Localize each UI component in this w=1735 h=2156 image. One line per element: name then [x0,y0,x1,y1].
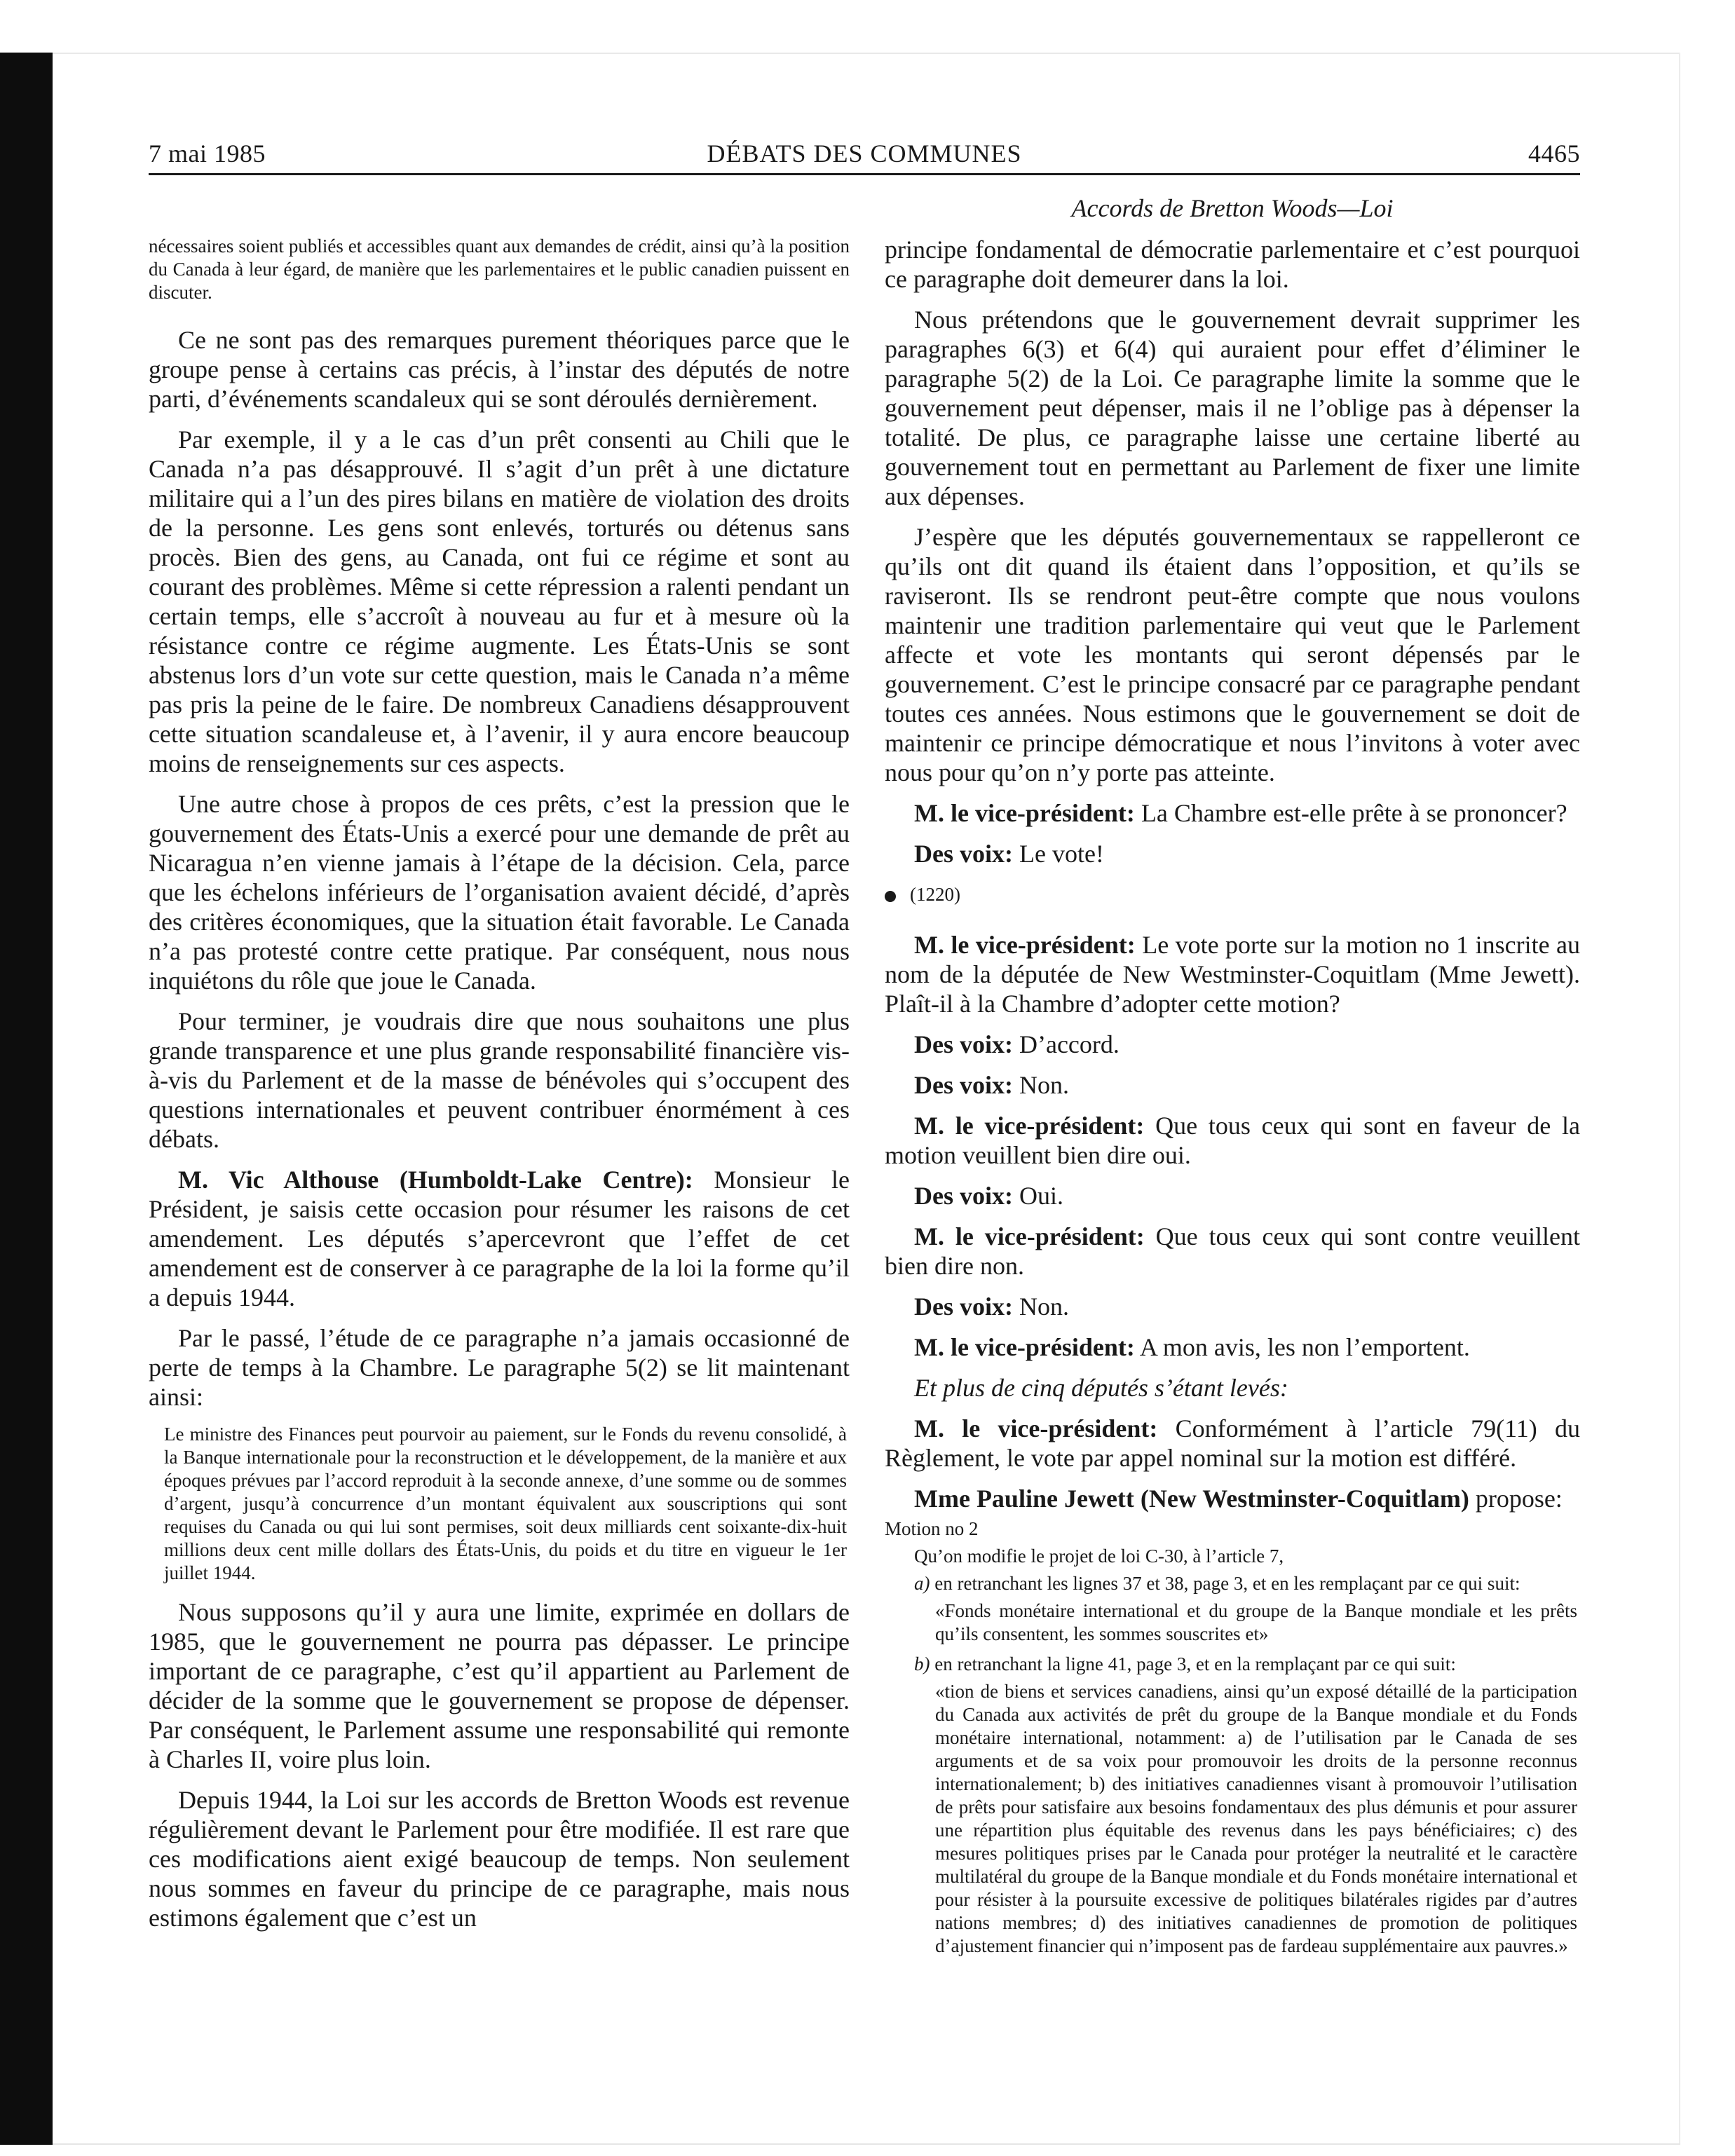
speech-text: propose: [1469,1485,1563,1513]
header-date: 7 mai 1985 [149,139,266,168]
speech-text: Que tous ceux qui sont contre veuillent bien dire non. [885,1222,1580,1280]
scan-edge-bottom [53,2143,1680,2145]
scan-edge-bar [0,53,53,2145]
speaker-name: Des voix: [914,1292,1013,1321]
bullet-icon [885,891,896,902]
speaker-name: M. le vice-président: [914,1112,1145,1140]
speaker-name: M. le vice-président: [914,1222,1145,1250]
speech-text: Oui. [1012,1182,1063,1210]
speech-text: Le vote! [1012,840,1104,868]
speech-paragraph [885,1222,1580,1281]
paragraph: J’espère que les députés gouvernementaux se rappelleront ce qu’ils ont dit quand ils étaient dans l’opposition, et qu’ils se raviseront. Ils se rendront peut-être compte que nous voulons maintenir une tradition parlementaire qui veut que le Parlement affecte et vote les montants qui seront dépensés par le gouvernement. C’est le principe consacré par ce paragraphe pendant toutes ces années. Nous estimons que le gouvernement se doit de maintenir ce principe démocratique et nous l’invitons à voter avec nous pour qu’on n’y porte pas atteinte. [885,523,1580,786]
speech-text: La Chambre est-elle prête à se prononcer? [1134,799,1567,827]
paragraph: Par le passé, l’étude de ce paragraphe n’a jamais occasionné de perte de temps à la Chambre. Le paragraphe 5(2) se lit maintenant ainsi: [149,1324,850,1411]
item-letter: b) [914,1653,930,1674]
running-title: Accords de Bretton Woods—Loi [1071,194,1394,222]
right-column [885,235,1580,2092]
speech-paragraph [885,1181,1580,1210]
speech-paragraph [149,1165,850,1312]
speech-paragraph [885,1070,1580,1100]
scan-edge-top [53,53,1679,54]
page-header [149,139,1580,174]
paragraph: Nous supposons qu’il y aura une limite, exprimée en dollars de 1985, que le gouvernement ne pourra pas dépasser. Le principe important de ce paragraphe, c’est qu’il appartient au Parlement de décider de la somme que le gouvernement se propose de dépenser. Par conséquent, le Parlement assume une responsabilité qui remonte à Charles II, voire plus loin. [149,1598,850,1773]
item-text: en retranchant la ligne 41, page 3, et en la remplaçant par ce qui suit: [930,1653,1456,1674]
speaker-name: M. Vic Althouse (Humboldt-Lake Centre): [178,1166,693,1194]
time-text: (1220) [910,884,960,905]
item-text: en retranchant les lignes 37 et 38, page 3, et en les remplaçant par ce qui suit: [930,1573,1520,1594]
paragraph: Une autre chose à propos de ces prêts, c’est la pression que le gouvernement des États-Unis a exercé pour une demande de prêt au Nicaragua n’en vienne jamais à l’étape de la décision. Cela, parce que les échelons inférieurs de l’organisation avaient décidé, d’après des critères économiques, que la situation était favorable. Le Canada n’a pas protesté contre cette pratique. Par conséquent, nous nous inquiétons du rôle que joue le Canada. [149,790,850,995]
scan-edge-right [1679,53,1680,2145]
speaker-name: M. le vice-président: [914,1333,1135,1361]
left-column [149,235,850,2092]
speaker-name: M. le vice-président: [914,931,1136,959]
speech-text: Que tous ceux qui sont en faveur de la motion veuillent bien dire oui. [885,1112,1580,1169]
motion-label: Motion no 2 [885,1518,979,1539]
page-number: 4465 [1528,139,1580,168]
speech-paragraph [885,930,1580,1018]
speech-paragraph [885,1292,1580,1321]
paragraph: Depuis 1944, la Loi sur les accords de Bretton Woods est revenue régulièrement devant le Parlement pour être modifiée. Il est rare que ces modifications aient exigé beaucoup de temps. Non seulement nous sommes en faveur du principe de ce paragraphe, mais nous estimons également que c’est un [149,1786,850,1932]
speech-paragraph [885,1484,1580,1513]
speech-paragraph [885,798,1580,828]
time-stamp [885,880,1580,909]
speech-paragraph [885,1414,1580,1473]
header-title: DÉBATS DES COMMUNES [707,139,1022,168]
continued-paragraph: principe fondamental de démocratie parlementaire et c’est pourquoi ce paragraphe doit demeurer dans la loi. [885,236,1580,293]
paragraph: Par exemple, il y a le cas d’un prêt consenti au Chili que le Canada n’a pas désapprouvé. Il s’agit d’un prêt à une dictature militaire qui a l’un des pires bilans en matière de violation des droits de la personne. Les gens sont enlevés, torturés ou détenus sans procès. Bien des gens, au Canada, ont fui ce régime et sont au courant des problèmes. Même si cette répression a ralenti pendant un certain temps, elle s’accroît à nouveau au fur et à mesure où la résistance contre ce régime augmente. Les États-Unis se sont abstenus lors d’un vote sur cette question, mais le Canada n’a même pas pris la peine de le faire. De nombreux Canadiens désapprouvent cette situation scandaleuse et, à l’avenir, il y aura encore beaucoup moins de renseignements sur ces aspects. [149,425,850,777]
statute-quote: Le ministre des Finances peut pourvoir au paiement, sur le Fonds du revenu consolidé, à la Banque internationale pour la reconstruction et le développement, de la manière et aux époques prévues par l’accord reproduit à la seconde annexe, d’une somme ou de sommes d’argent, jusqu’à concurrence d’un montant équivalent aux souscriptions qui sont requises du Canada ou qui lui sont permises, soit deux milliards cent soixante-dix-huit millions deux cent mille dollars des États-Unis, du poids et du titre en vigueur le 1er juillet 1944. [164,1424,847,1583]
speaker-name: Des voix: [914,1030,1013,1058]
speaker-name: M. le vice-président: [914,799,1135,827]
speech-text: Non. [1012,1071,1069,1099]
speech-text: A mon avis, les non l’emportent. [1134,1333,1470,1361]
speech-text: Non. [1012,1292,1069,1321]
speech-paragraph [885,1111,1580,1170]
paragraph: Nous prétendons que le gouvernement devrait supprimer les paragraphes 6(3) et 6(4) qui auraient pour effet d’éliminer le paragraphe 5(2) de la Loi. Ce paragraphe limite la somme que le gouvernement peut dépenser, mais il ne l’oblige pas à dépenser la totalité. De plus, ce paragraphe laisse une certaine liberté au gouvernement tout en permettant au Parlement de fixer une limite aux dépenses. [885,306,1580,510]
motion-item-b [885,1653,1580,1676]
paragraph: Ce ne sont pas des remarques purement théoriques parce que le groupe pense à certains cas précis, à l’instar des députés de notre parti, d’événements scandaleux qui se sont déroulés dernièrement. [149,326,850,413]
header-rule [149,173,1580,175]
speaker-name: Des voix: [914,1071,1013,1099]
paragraph: Pour terminer, je voudrais dire que nous souhaitons une plus grande transparence et une plus grande responsabilité financière vis-à-vis du Parlement et de la masse de bénévoles qui s’occupent des questions internationales et peuvent contribuer énormément à ces débats. [149,1007,850,1153]
speaker-name: Mme Pauline Jewett (New Westminster-Coquitlam) [914,1485,1469,1513]
speech-text: Conformément à l’article 79(11) du Règlement, le vote par appel nominal sur la motion est différé. [885,1414,1580,1472]
speech-paragraph [885,839,1580,868]
motion-quote-b: «tion de biens et services canadiens, ainsi qu’un exposé détaillé de la participation du Canada aux activités de prêt du groupe de la Banque mondiale et du Fonds monétaire international, notamment: a) de l’utilisation par le Canada de ses arguments et de sa voix pour promouvoir les droits de la personne reconnus internationalement; b) des initiatives canadiennes visant à promouvoir l’utilisation de prêts pour satisfaire aux besoins fondamentaux des plus démunis et pour assurer une répartition plus équitable des revenus dans les pays bénéficiaires; c) des mesures politiques prises par le Canada pour protéger la neutralité et le caractère multilatéral du groupe de la Banque mondiale et du Fonds monétaire international et pour résister à la poursuite excessive de politiques bilatérales rigides par d’autres nations membres; d) des initiatives canadiennes de promotion de politiques d’ajustement financier qui n’imposent pas de fardeau supplémentaire aux pauvres.» [935,1681,1577,1956]
continued-paragraph: nécessaires soient publiés et accessibles quant aux demandes de crédit, ainsi qu’à la position du Canada à leur égard, de manière que les parlementaires et le public canadien puissent en discuter. [149,236,850,303]
speaker-name: M. le vice-président: [914,1414,1158,1442]
item-letter: a) [914,1573,930,1594]
motion-intro: Qu’on modifie le projet de loi C-30, à l’article 7, [914,1546,1284,1567]
stage-direction: Et plus de cinq députés s’étant levés: [914,1374,1288,1402]
speech-text: Monsieur le Président, je saisis cette occasion pour résumer les raisons de cet amendement. Les députés s’apercevront que l’effet de cet amendement est de conserver à ce paragraphe de la loi la forme qu’il a depuis 1944. [149,1166,850,1311]
speech-text: Le vote porte sur la motion no 1 inscrite au nom de la députée de New Westminster-Coquitlam (Mme Jewett). Plaît-il à la Chambre d’adopter cette motion? [885,931,1580,1018]
speech-paragraph [885,1332,1580,1362]
speaker-name: Des voix: [914,1182,1013,1210]
motion-quote-a: «Fonds monétaire international et du groupe de la Banque mondiale et les prêts qu’ils consentent, les sommes souscrites et» [935,1600,1577,1644]
motion-item-a [885,1572,1580,1595]
speech-paragraph [885,1030,1580,1059]
speech-text: D’accord. [1012,1030,1120,1058]
speaker-name: Des voix: [914,840,1013,868]
